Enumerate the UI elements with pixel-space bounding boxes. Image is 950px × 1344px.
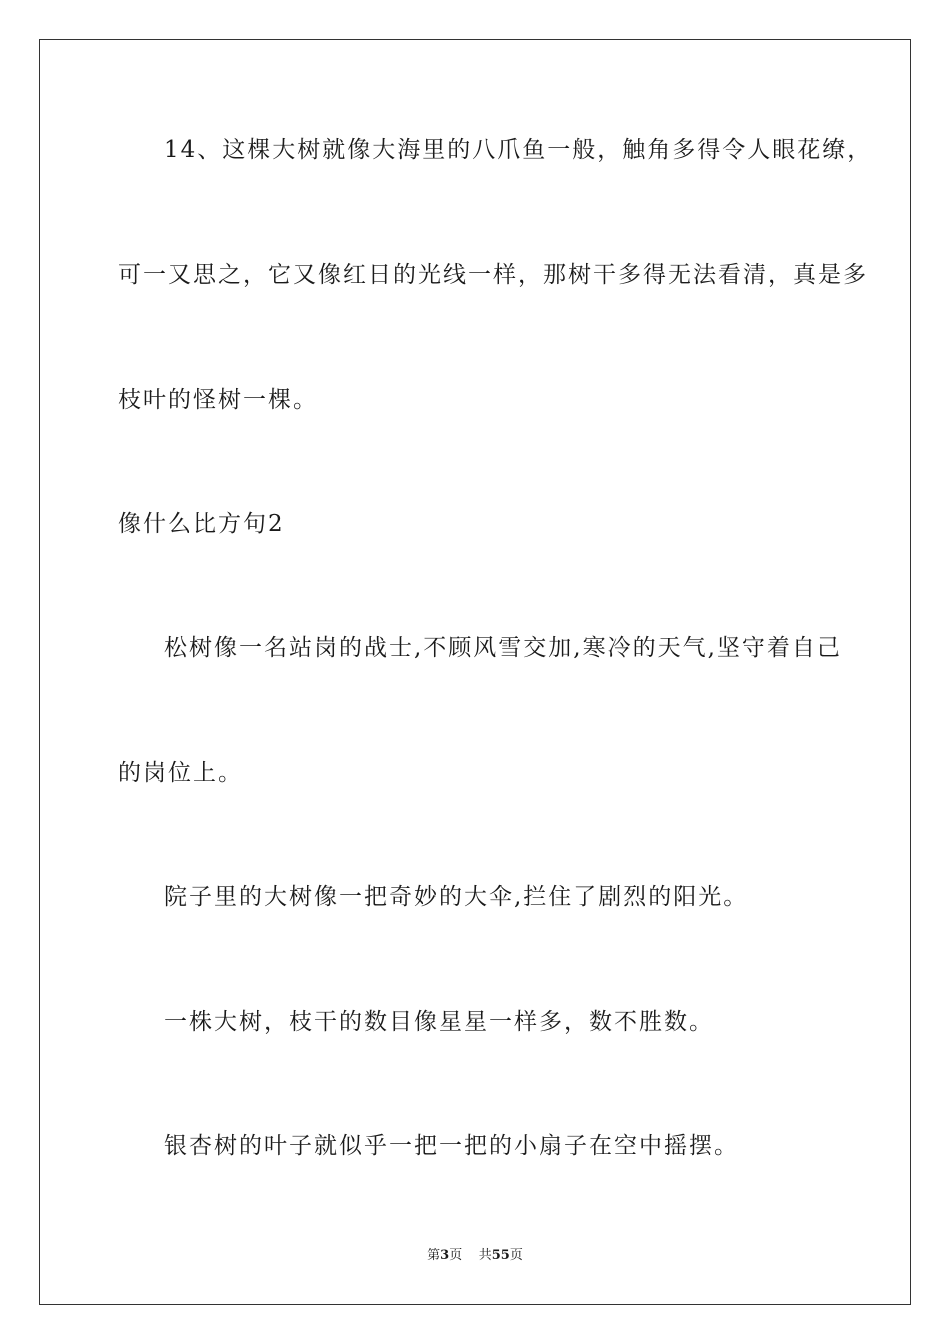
paragraph-line-1: 14、这棵大树就像大海里的八爪鱼一般，触角多得令人眼花缭， (164, 137, 873, 163)
paragraph-line-7: 院子里的大树像一把奇妙的大伞,拦住了剧烈的阳光。 (164, 884, 749, 910)
footer-page-number: 3 (440, 1248, 450, 1263)
footer-total-pages: 55 (491, 1248, 510, 1263)
footer-total-prefix: 共 (478, 1248, 492, 1263)
paragraph-line-2: 可一又思之，它又像红日的光线一样，那树干多得无法看清，真是多 (118, 262, 868, 288)
footer-total-suffix: 页 (509, 1248, 523, 1263)
paragraph-line-9: 银杏树的叶子就似乎一把一把的小扇子在空中摇摆。 (164, 1133, 739, 1159)
paragraph-line-6: 的岗位上。 (118, 760, 243, 786)
paragraph-line-8: 一株大树，枝干的数目像星星一样多，数不胜数。 (164, 1009, 714, 1035)
paragraph-line-3: 枝叶的怪树一棵。 (118, 387, 318, 413)
footer-page-suffix: 页 (449, 1248, 463, 1263)
footer-prefix: 第 (427, 1248, 441, 1263)
paragraph-line-5: 松树像一名站岗的战士,不顾风雪交加,寒冷的天气,坚守着自己 (164, 635, 842, 661)
section-heading: 像什么比方句2 (118, 511, 285, 537)
page-footer (0, 1247, 950, 1265)
page-border (39, 39, 911, 1305)
